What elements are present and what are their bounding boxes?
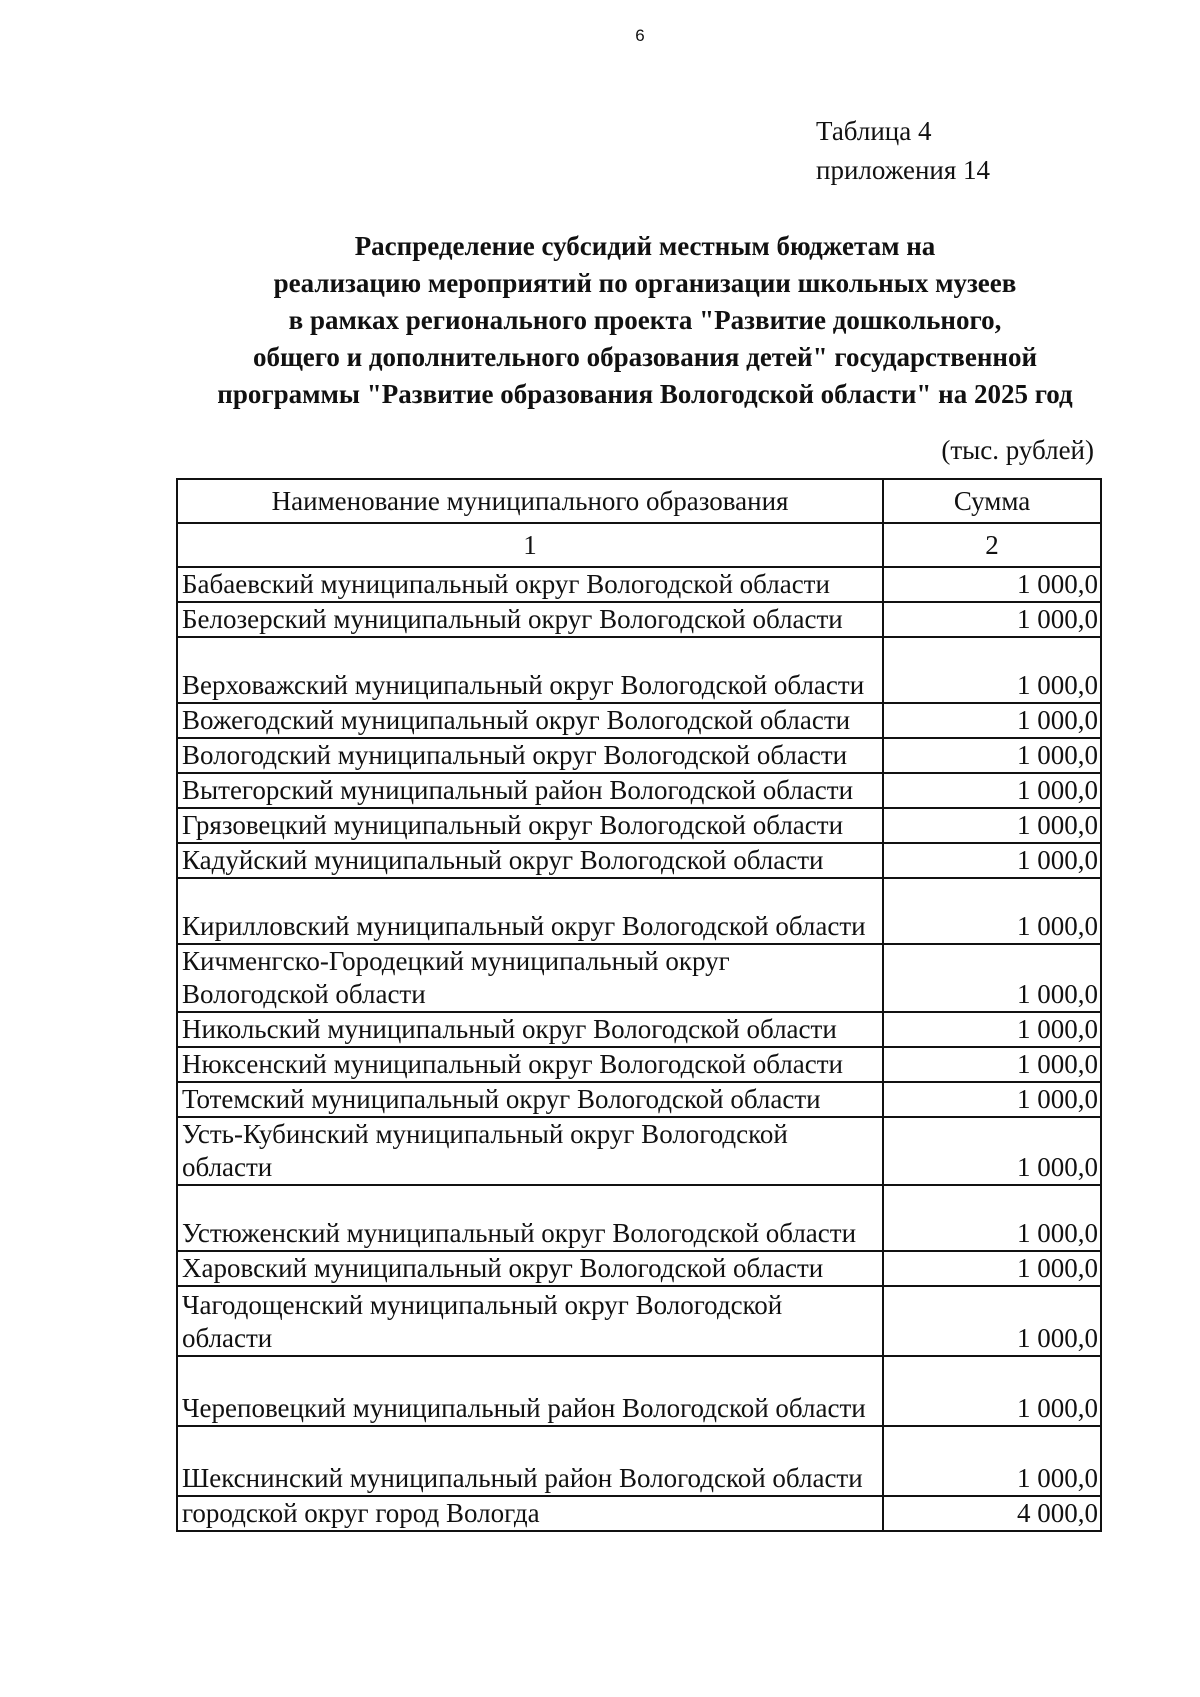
title-line: программы "Развитие образования Вологодской области" на 2025 год: [217, 379, 1073, 409]
appendix-annex-label: приложения 14: [816, 155, 991, 185]
table-body: [177, 567, 1101, 1531]
table-row: [177, 1251, 1101, 1286]
subsidy-amount-cell: 1 000,0: [883, 1117, 1101, 1185]
municipality-name-cell: Вожегодский муниципальный округ Вологодской области: [177, 703, 883, 738]
subsidy-amount-cell: 1 000,0: [883, 1286, 1101, 1356]
subsidy-amount-cell: 1 000,0: [883, 878, 1101, 944]
subsidy-amount-cell: 1 000,0: [883, 1047, 1101, 1082]
document-title: [150, 228, 1140, 413]
column-header-name: Наименование муниципального образования: [177, 479, 883, 523]
subsidy-amount-cell: 1 000,0: [883, 602, 1101, 637]
municipality-name-cell: Нюксенский муниципальный округ Вологодской области: [177, 1047, 883, 1082]
table-row: [177, 1286, 1101, 1356]
column-number: 2: [883, 523, 1101, 567]
subsidy-amount-cell: 1 000,0: [883, 1082, 1101, 1117]
column-header-sum: Сумма: [883, 479, 1101, 523]
subsidy-amount-cell: 1 000,0: [883, 1356, 1101, 1426]
table-row: [177, 1356, 1101, 1426]
municipality-name-cell: Никольский муниципальный округ Вологодской области: [177, 1012, 883, 1047]
table-row: [177, 738, 1101, 773]
table-row: [177, 944, 1101, 1012]
municipality-name-cell: Устюженский муниципальный округ Вологодской области: [177, 1185, 883, 1251]
municipality-name-cell: Вологодский муниципальный округ Вологодской области: [177, 738, 883, 773]
municipality-name-cell: Бабаевский муниципальный округ Вологодской области: [177, 567, 883, 602]
subsidy-amount-cell: 4 000,0: [883, 1496, 1101, 1531]
units-label: (тыс. рублей): [941, 435, 1094, 465]
municipality-name-cell: Усть-Кубинский муниципальный округ Вологодской области: [177, 1117, 883, 1185]
table-row: [177, 1082, 1101, 1117]
title-line: Распределение субсидий местным бюджетам на: [354, 231, 936, 261]
table-header-row: [177, 479, 1101, 523]
title-line: в рамках регионального проекта "Развитие дошкольного,: [288, 305, 1002, 335]
table-row: [177, 1496, 1101, 1531]
appendix-reference: [816, 112, 990, 190]
table-row: [177, 878, 1101, 944]
table-row: [177, 1426, 1101, 1496]
page-number: 6: [635, 26, 645, 45]
table-row: [177, 1047, 1101, 1082]
column-number-row: [177, 523, 1101, 567]
subsidy-amount-cell: 1 000,0: [883, 1012, 1101, 1047]
table-row: [177, 703, 1101, 738]
title-line: реализацию мероприятий по организации школьных музеев: [273, 268, 1017, 298]
municipality-name-cell: городской округ город Вологда: [177, 1496, 883, 1531]
subsidy-amount-cell: 1 000,0: [883, 808, 1101, 843]
table-row: [177, 843, 1101, 878]
municipality-name-cell: Вытегорский муниципальный район Вологодской области: [177, 773, 883, 808]
subsidy-amount-cell: 1 000,0: [883, 1426, 1101, 1496]
title-line: общего и дополнительного образования детей" государственной: [252, 342, 1038, 372]
table-row: [177, 808, 1101, 843]
appendix-table-label: Таблица 4: [816, 116, 932, 146]
municipality-name-cell: Кирилловский муниципальный округ Вологодской области: [177, 878, 883, 944]
subsidy-amount-cell: 1 000,0: [883, 944, 1101, 1012]
subsidy-amount-cell: 1 000,0: [883, 843, 1101, 878]
subsidy-amount-cell: 1 000,0: [883, 1251, 1101, 1286]
table-row: [177, 1117, 1101, 1185]
table-row: [177, 1012, 1101, 1047]
municipality-name-cell: Череповецкий муниципальный район Вологодской области: [177, 1356, 883, 1426]
table-row: [177, 602, 1101, 637]
column-number: 1: [177, 523, 883, 567]
municipality-name-cell: Харовский муниципальный округ Вологодской области: [177, 1251, 883, 1286]
subsidy-amount-cell: 1 000,0: [883, 738, 1101, 773]
municipality-name-cell: Грязовецкий муниципальный округ Вологодской области: [177, 808, 883, 843]
municipality-name-cell: Белозерский муниципальный округ Вологодской области: [177, 602, 883, 637]
municipality-name-cell: Шекснинский муниципальный район Вологодской области: [177, 1426, 883, 1496]
subsidy-amount-cell: 1 000,0: [883, 567, 1101, 602]
subsidy-amount-cell: 1 000,0: [883, 637, 1101, 703]
table-row: [177, 773, 1101, 808]
table-row: [177, 637, 1101, 703]
subsidy-table: [176, 478, 1102, 1532]
subsidy-amount-cell: 1 000,0: [883, 703, 1101, 738]
subsidy-amount-cell: 1 000,0: [883, 773, 1101, 808]
municipality-name-cell: Верховажский муниципальный округ Вологодской области: [177, 637, 883, 703]
municipality-name-cell: Кичменгско-Городецкий муниципальный округ Вологодской области: [177, 944, 883, 1012]
municipality-name-cell: Кадуйский муниципальный округ Вологодской области: [177, 843, 883, 878]
municipality-name-cell: Чагодощенский муниципальный округ Вологодской области: [177, 1286, 883, 1356]
municipality-name-cell: Тотемский муниципальный округ Вологодской области: [177, 1082, 883, 1117]
table-row: [177, 567, 1101, 602]
subsidy-amount-cell: 1 000,0: [883, 1185, 1101, 1251]
table-row: [177, 1185, 1101, 1251]
